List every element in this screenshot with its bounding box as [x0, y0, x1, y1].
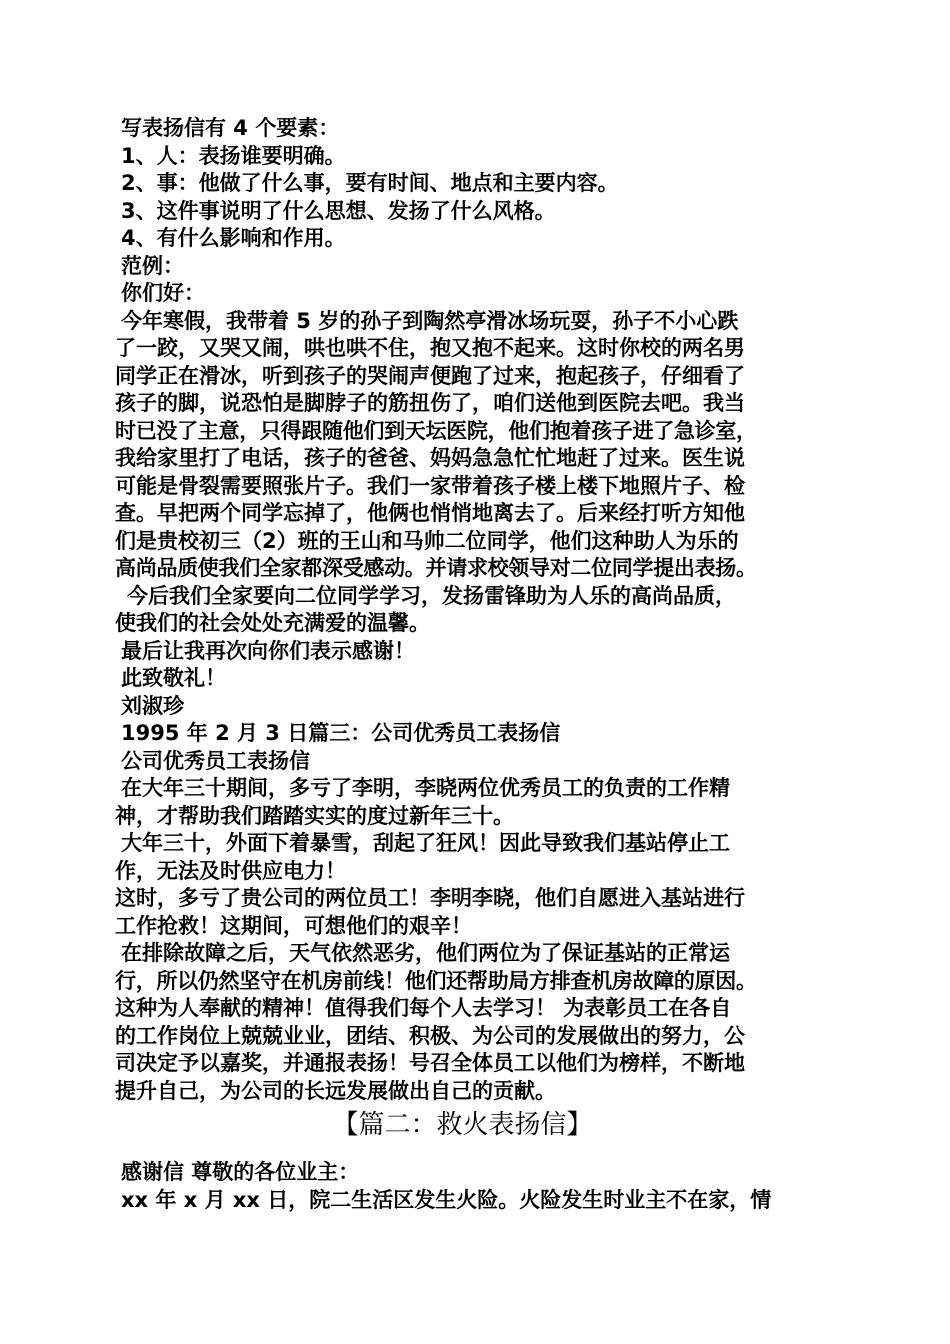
requirement-3: 3、这件事说明了什么思想、发扬了什么风格。 [121, 198, 556, 223]
letter-paragraph-line: 查。早把两个同学忘掉了，他俩也悄悄地离去了。后来经打听方知他 [115, 501, 745, 525]
article-paragraph-line: 在大年三十期间，多亏了李明，李晓两位优秀员工的负责的工作精 [121, 776, 730, 800]
article-paragraph-line: 作，无法及时供应电力！ [115, 858, 346, 883]
article-paragraph-line: 这种为人奉献的精神！值得我们每个人去学习！ 为表彰员工在各自 [115, 996, 732, 1020]
article-paragraph-line: 提升自己，为公司的长远发展做出自己的贡献。 [115, 1078, 556, 1103]
letter-paragraph-line: 们是贵校初三（2）班的王山和马帅二位同学，他们这种助人为乐的 [115, 528, 739, 553]
article-paragraph-line: 在排除故障之后，天气依然恶劣，他们两位为了保证基站的正常运 [121, 941, 730, 965]
document-body [115, 115, 850, 1214]
thanks-letter-heading: 感谢信 尊敬的各位业主： [121, 1160, 360, 1184]
article-paragraph-line: 行，所以仍然坚守在机房前线！他们还帮助局方排查机房故障的原因。 [115, 968, 757, 993]
article-paragraph-line: 司决定予以嘉奖，并通报表扬！号召全体员工以他们为榜样，不断地 [115, 1051, 745, 1075]
thanks-letter-paragraph-line: xx 年 x 月 xx 日，院二生活区发生火险。火险发生时业主不在家，情 [121, 1187, 772, 1212]
letter-paragraph-line: 今年寒假，我带着 5 岁的孙子到陶然亭滑冰场玩耍，孙子不小心跌 [121, 308, 739, 333]
letter-paragraph-line: 了一跤，又哭又闹，哄也哄不住，抱又抱不起来。这时你校的两名男 [115, 336, 745, 360]
article-paragraph-line: 的工作岗位上兢兢业业，团结、积极、为公司的发展做出的努力，公 [115, 1023, 745, 1048]
letter-greeting: 你们好： [121, 281, 205, 305]
letter-thanks: 最后让我再次向你们表示感谢！ [121, 638, 415, 663]
letter-paragraph-line: 同学正在滑冰，听到孩子的哭闹声便跑了过来，抱起孩子，仔细看了 [115, 363, 745, 388]
article-paragraph-line: 这时，多亏了贵公司的两位员工！李明李晓，他们自愿进入基站进行 [115, 886, 745, 910]
letter-paragraph-line: 孩子的脚，说恐怕是脚脖子的筋扭伤了，咱们送他到医院去吧。我当 [115, 391, 745, 415]
letter-paragraph-line: 可能是骨裂需要照张片子。我们一家带着孩子楼上楼下地照片子、检 [115, 473, 745, 498]
article-paragraph-line: 工作抢救！这期间，可想他们的艰辛！ [115, 913, 472, 938]
letter-closing: 此致敬礼！ [121, 666, 226, 690]
letter-paragraph-line: 高尚品质使我们全家都深受感动。并请求校领导对二位同学提出表扬。 [115, 556, 757, 580]
letter-paragraph-line: 时已没了主意，只得跟随他们到天坛医院，他们抱着孩子进了急诊室， [115, 418, 757, 443]
example-heading: 范例： [121, 253, 184, 278]
section-title: 【篇二：救火表扬信】 [332, 1110, 593, 1140]
requirement-2: 2、事：他做了什么事，要有时间、地点和主要内容。 [121, 171, 619, 195]
letter-paragraph-line: 今后我们全家要向二位同学学习，发扬雷锋助为人乐的高尚品质， [127, 583, 736, 608]
requirement-1: 1、人：表扬谁要明确。 [121, 143, 346, 168]
requirement-4: 4、有什么影响和作用。 [121, 226, 346, 250]
letter-paragraph-line: 我给家里打了电话，孩子的爸爸、妈妈急急忙忙地赶了过来。医生说 [115, 446, 745, 470]
article-title: 公司优秀员工表扬信 [121, 748, 310, 773]
letter-signature: 刘淑珍 [121, 693, 184, 718]
article-paragraph-line: 神，才帮助我们踏踏实实的度过新年三十。 [115, 803, 514, 828]
letter-paragraph-line: 使我们的社会处处充满爱的温馨。 [115, 611, 430, 635]
article-paragraph-line: 大年三十，外面下着暴雪，刮起了狂风！因此导致我们基站停止工 [121, 831, 730, 855]
requirements-heading: 写表扬信有 4 个要素： [121, 116, 340, 140]
letter-date-and-next-title: 1995 年 2 月 3 日篇三：公司优秀员工表扬信 [121, 721, 561, 745]
